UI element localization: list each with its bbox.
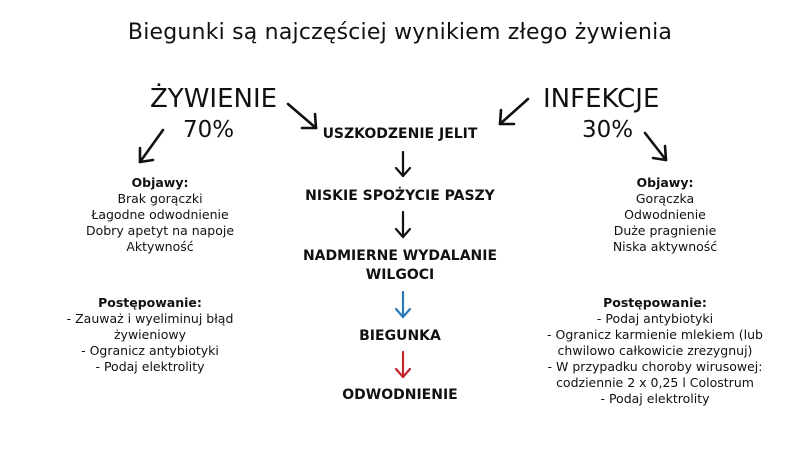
arrow-down-blue-icon [396,292,410,317]
arrow-down-left-icon [140,130,163,162]
right-symptom-item: Gorączka [635,191,695,206]
right-action-item: - W przypadku choroby wirusowej: [547,359,763,374]
right-symptom-item: Duże pragnienie [613,223,717,238]
left-actions-title: Postępowanie: [98,295,202,310]
right-action-item: - Ogranicz karmienie mlekiem (lub [547,327,763,342]
flow-step-diarrhea: BIEGUNKA [359,328,441,344]
flow-step-excess-moisture-line1: NADMIERNE WYDALANIE [302,248,498,264]
left-action-item: żywieniowy [113,327,186,342]
flow-step-dehydration: ODWODNIENIE [342,387,458,403]
right-actions-title: Postępowanie: [603,295,707,310]
right-action-item: chwilowo całkowicie zrezygnuj) [557,343,753,358]
flow-step-low-feed-intake: NISKIE SPOŻYCIE PASZY [305,188,495,204]
left-symptoms-title: Objawy: [131,175,189,190]
arrow-down-icon [396,212,410,237]
arrow-down-left-icon [500,99,528,124]
left-action-item: - Podaj elektrolity [95,359,205,374]
right-action-item: - Podaj antybiotyki [596,311,714,326]
flow-step-gut-damage: USZKODZENIE JELIT [322,126,478,142]
left-symptom-item: Brak gorączki [117,191,203,206]
left-action-item: - Ogranicz antybiotyki [81,343,219,358]
right-percent: 30% [582,117,634,143]
right-heading: INFEKCJE [543,84,660,114]
right-symptom-item: Niska aktywność [612,239,718,254]
right-action-item: - Podaj elektrolity [600,391,710,406]
page-title: Biegunki są najczęściej wynikiem złego żywienia [127,20,673,45]
left-heading: ŻYWIENIE [150,84,278,114]
arrow-down-red-icon [396,352,410,377]
right-symptom-item: Odwodnienie [624,207,706,222]
left-symptom-item: Dobry apetyt na napoje [85,223,235,238]
right-action-item: codziennie 2 x 0,25 l Colostrum [556,375,754,390]
arrow-down-right-icon [645,133,666,160]
right-symptoms-title: Objawy: [636,175,694,190]
left-symptom-item: Łagodne odwodnienie [91,207,229,222]
arrow-down-icon [396,152,410,176]
flow-step-excess-moisture-line2: WILGOCI [365,267,435,283]
left-percent: 70% [183,117,235,143]
left-action-item: - Zauważ i wyeliminuj błąd [66,311,234,326]
left-symptom-item: Aktywność [126,239,194,254]
arrow-down-right-icon [288,104,316,128]
